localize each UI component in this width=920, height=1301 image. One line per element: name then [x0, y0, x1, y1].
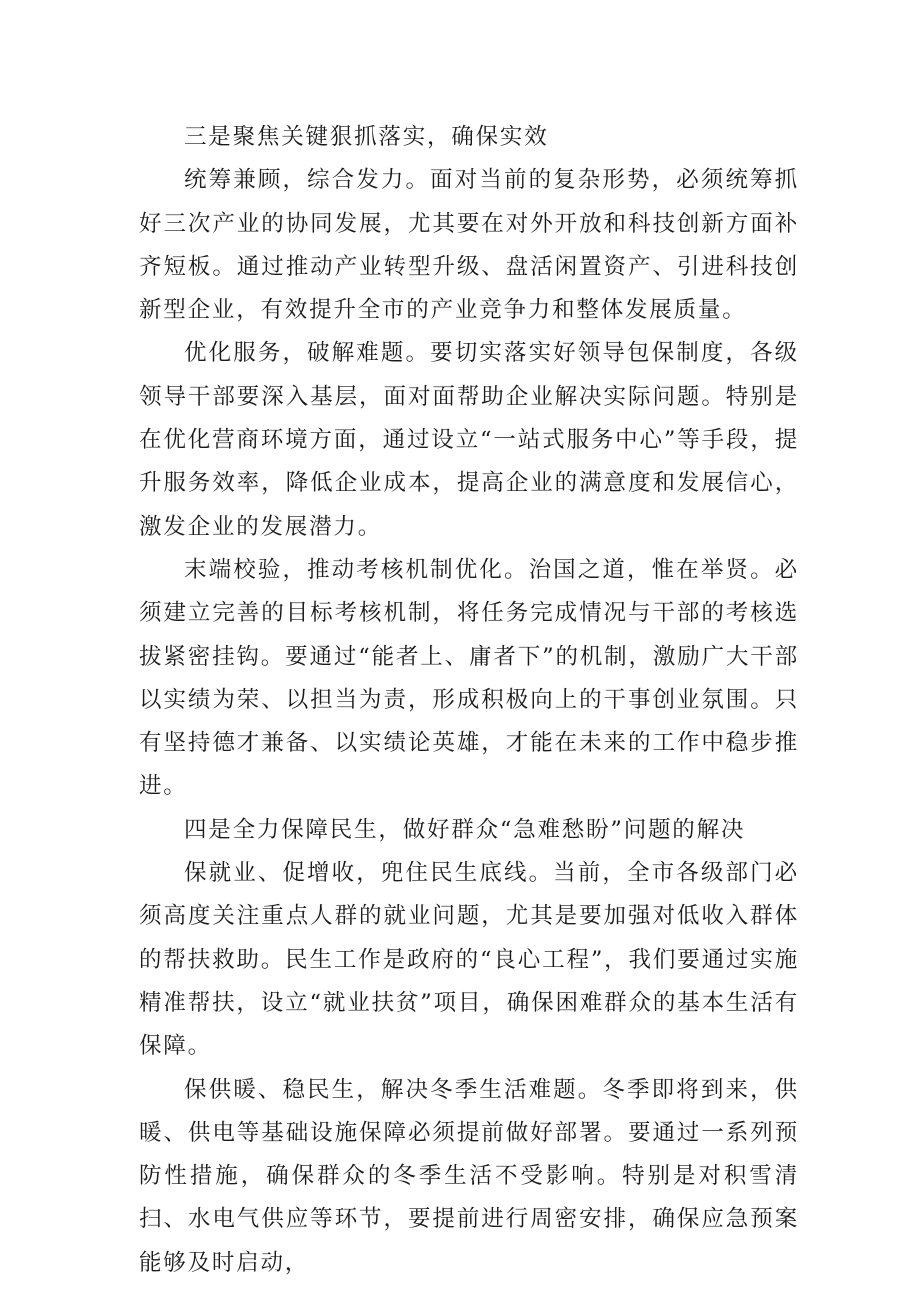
paragraph-assessment-mechanism: 末端校验，推动考核机制优化。治国之道，惟在举贤。必须建立完善的目标考核机制，将任务完成情况与干部的考核选拔紧密挂钩。要通过“能者上、庸者下”的机制，激励广大干部以实绩为荣、以担当为责，形成积极向上的干事创业氛围。只有坚持德才兼备、以实绩论英雄，才能在未来的工作中稳步推进。: [139, 556, 799, 800]
paragraph-overall-planning: 统筹兼顾，综合发力。面对当前的复杂形势，必须统筹抓好三次产业的协同发展，尤其要在对外开放和科技创新方面补齐短板。通过推动产业转型升级、盘活闲置资产、引进科技创新型企业，有效提升全市的产业竞争力和整体发展质量。: [139, 167, 799, 324]
paragraph-heating: 保供暖、稳民生，解决冬季生活难题。冬季即将到来，供暖、供电等基础设施保障必须提前做好部署。要通过一系列预防性措施，确保群众的冬季生活不受影响。特别是对积雪清扫、水电气供应等环节，要提前进行周密安排，确保应急预案能够及时启动，: [139, 1076, 799, 1276]
section-heading-4: 四是全力保障民生，做好群众“急难愁盼”问题的解决: [184, 816, 746, 843]
section-heading-3: 三是聚焦关键狠抓落实，确保实效: [184, 124, 549, 150]
paragraph-optimize-service: 优化服务，破解难题。要切实落实好领导包保制度，各级领导干部要深入基层，面对面帮助企业解决实际问题。特别是在优化营商环境方面，通过设立“一站式服务中心”等手段，提升服务效率，降低企业成本，提高企业的满意度和发展信心，激发企业的发展潜力。: [139, 340, 799, 540]
document-body: [139, 116, 799, 1285]
paragraph-employment: 保就业、促增收，兜住民生底线。当前，全市各级部门必须高度关注重点人群的就业问题，尤其是要加强对低收入群体的帮扶救助。民生工作是政府的“良心工程”，我们要通过实施精准帮扶，设立“就业扶贫”项目，确保困难群众的基本生活有保障。: [139, 860, 799, 1060]
